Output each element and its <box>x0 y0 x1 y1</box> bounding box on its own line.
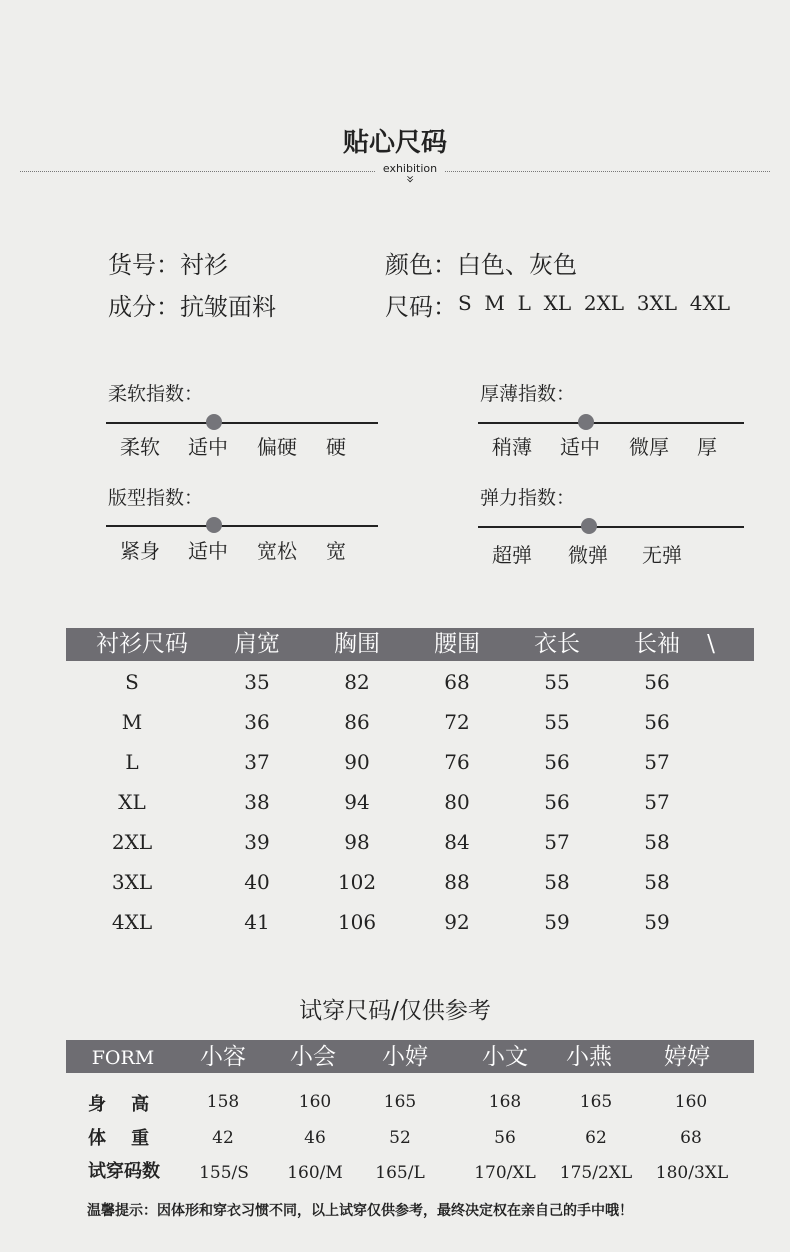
table-cell: 56 <box>644 670 670 694</box>
table-cell: 56 <box>494 1128 516 1148</box>
thickness-option: 微厚 <box>629 435 669 459</box>
table-cell: 68 <box>444 670 470 694</box>
size-table-header-cell: 衣长 <box>534 631 580 657</box>
table-cell: 3XL <box>111 870 153 894</box>
table-cell: 160/M <box>287 1163 343 1183</box>
table-cell: 42 <box>212 1128 234 1148</box>
exhibition-label: exhibition <box>382 162 438 175</box>
softness-option: 适中 <box>188 435 228 459</box>
softness-indicator <box>206 414 222 430</box>
table-cell: 41 <box>244 910 270 934</box>
elasticity-indicator <box>581 518 597 534</box>
table-cell: 88 <box>444 870 470 894</box>
table-cell: 39 <box>244 830 270 854</box>
table-cell: 36 <box>244 710 270 734</box>
table-cell: 38 <box>244 790 270 814</box>
table-cell: 55 <box>544 710 570 734</box>
softness-index-label: 柔软指数： <box>108 383 204 405</box>
table-cell: 165 <box>579 1092 613 1112</box>
tips-note: 温馨提示：因体形和穿衣习惯不同，以上试穿仅供参考，最终决定权在亲自己的手中哦！ <box>87 1203 633 1219</box>
table-cell: 58 <box>544 870 570 894</box>
elasticity-index-label: 弹力指数： <box>480 487 576 509</box>
table-cell: 46 <box>304 1128 326 1148</box>
divider-left <box>20 171 375 172</box>
table-cell: 94 <box>344 790 370 814</box>
softness-option: 硬 <box>326 435 346 459</box>
fit-scale-line <box>106 525 378 527</box>
table-cell: XL <box>118 790 146 814</box>
size-table-header-cell: 腰围 <box>434 631 480 657</box>
table-row <box>0 910 790 942</box>
table-cell: 76 <box>444 750 470 774</box>
table-row <box>0 710 790 742</box>
size-table-header-cell: 肩宽 <box>234 631 280 657</box>
tryon-header-cell: 小文 <box>482 1044 528 1070</box>
elasticity-option: 微弹 <box>568 543 608 567</box>
divider-right <box>445 171 770 172</box>
table-cell: 86 <box>344 710 370 734</box>
page-title: 贴心尺码 <box>342 128 447 158</box>
tryon-header-cell: 小容 <box>200 1044 246 1070</box>
table-row <box>0 830 790 862</box>
table-row <box>0 670 790 702</box>
table-cell: 106 <box>337 910 377 934</box>
table-cell: 4XL <box>111 910 153 934</box>
table-cell: 58 <box>644 830 670 854</box>
table-cell: 165 <box>383 1092 417 1112</box>
tryon-header-cell: 小婷 <box>382 1044 428 1070</box>
tryon-header-cell: 婷婷 <box>664 1044 710 1070</box>
table-cell: 40 <box>244 870 270 894</box>
material-info: 成分：抗皱面料 <box>108 293 276 321</box>
elasticity-option: 超弹 <box>492 543 532 567</box>
table-cell: 80 <box>444 790 470 814</box>
fit-index-label: 版型指数： <box>108 487 204 509</box>
table-cell: 57 <box>644 750 670 774</box>
fit-option: 适中 <box>188 539 228 563</box>
table-cell: 2XL <box>111 830 153 854</box>
color-info: 颜色：白色、灰色 <box>385 251 577 279</box>
size-list: S M L XL 2XL 3XL 4XL <box>458 291 731 315</box>
size-table-header-cell: 长袖 <box>634 631 680 657</box>
weight-row-label: 体 重 <box>88 1128 150 1149</box>
table-cell: L <box>125 750 139 774</box>
table-cell: 56 <box>544 790 570 814</box>
table-cell: 165/L <box>375 1163 425 1183</box>
table-cell: 155/S <box>199 1163 249 1183</box>
table-cell: 68 <box>680 1128 702 1148</box>
table-cell: 92 <box>444 910 470 934</box>
table-cell: S <box>125 670 139 694</box>
table-cell: 56 <box>544 750 570 774</box>
table-cell: 168 <box>488 1092 522 1112</box>
softness-option: 偏硬 <box>257 435 297 459</box>
table-cell: 175/2XL <box>559 1163 633 1183</box>
tryon-header-cell: 小会 <box>290 1044 336 1070</box>
thickness-index-label: 厚薄指数： <box>480 383 576 405</box>
table-cell: 57 <box>544 830 570 854</box>
tryon-header-cell: 小燕 <box>566 1044 612 1070</box>
fit-option: 紧身 <box>120 539 160 563</box>
size-label: 尺码： <box>385 293 457 321</box>
softness-scale-line <box>106 422 378 424</box>
table-cell: 56 <box>644 710 670 734</box>
table-cell: 52 <box>389 1128 411 1148</box>
table-cell: 98 <box>344 830 370 854</box>
elasticity-option: 无弹 <box>642 543 682 567</box>
table-cell: 170/XL <box>474 1163 536 1183</box>
table-cell: 102 <box>337 870 377 894</box>
table-row <box>0 790 790 822</box>
size-table-header-cell: \ <box>707 631 715 657</box>
table-cell: 35 <box>244 670 270 694</box>
table-cell: M <box>121 710 143 734</box>
table-cell: 55 <box>544 670 570 694</box>
size-table-body <box>0 670 790 952</box>
table-cell: 160 <box>298 1092 332 1112</box>
table-cell: 158 <box>206 1092 240 1112</box>
tryon-size-row-label: 试穿码数 <box>88 1161 160 1182</box>
thickness-option: 稍薄 <box>492 435 532 459</box>
table-cell: 37 <box>244 750 270 774</box>
table-cell: 180/3XL <box>655 1163 729 1183</box>
table-cell: 90 <box>344 750 370 774</box>
thickness-option: 厚 <box>697 435 717 459</box>
table-cell: 72 <box>444 710 470 734</box>
table-cell: 160 <box>674 1092 708 1112</box>
thickness-option: 适中 <box>560 435 600 459</box>
table-cell: 59 <box>644 910 670 934</box>
table-cell: 57 <box>644 790 670 814</box>
table-row <box>0 870 790 902</box>
fit-indicator <box>206 517 222 533</box>
table-cell: 62 <box>585 1128 607 1148</box>
item-number: 货号：衬衫 <box>108 251 228 279</box>
softness-option: 柔软 <box>120 435 160 459</box>
thickness-scale-line <box>478 422 744 424</box>
chevron-down-icon: » <box>402 174 418 184</box>
table-cell: 58 <box>644 870 670 894</box>
table-cell: 59 <box>544 910 570 934</box>
fit-option: 宽松 <box>257 539 297 563</box>
table-row <box>0 750 790 782</box>
elasticity-scale-line <box>478 526 744 528</box>
table-cell: 82 <box>344 670 370 694</box>
size-table-header-cell: 衬衫尺码 <box>96 631 188 657</box>
tryon-title: 试穿尺码/仅供参考 <box>299 998 491 1024</box>
fit-option: 宽 <box>326 539 346 563</box>
table-cell: 84 <box>444 830 470 854</box>
size-table-header-cell: 胸围 <box>334 631 380 657</box>
tryon-header-cell: FORM <box>91 1047 155 1069</box>
thickness-indicator <box>578 414 594 430</box>
height-row-label: 身 高 <box>88 1094 150 1115</box>
